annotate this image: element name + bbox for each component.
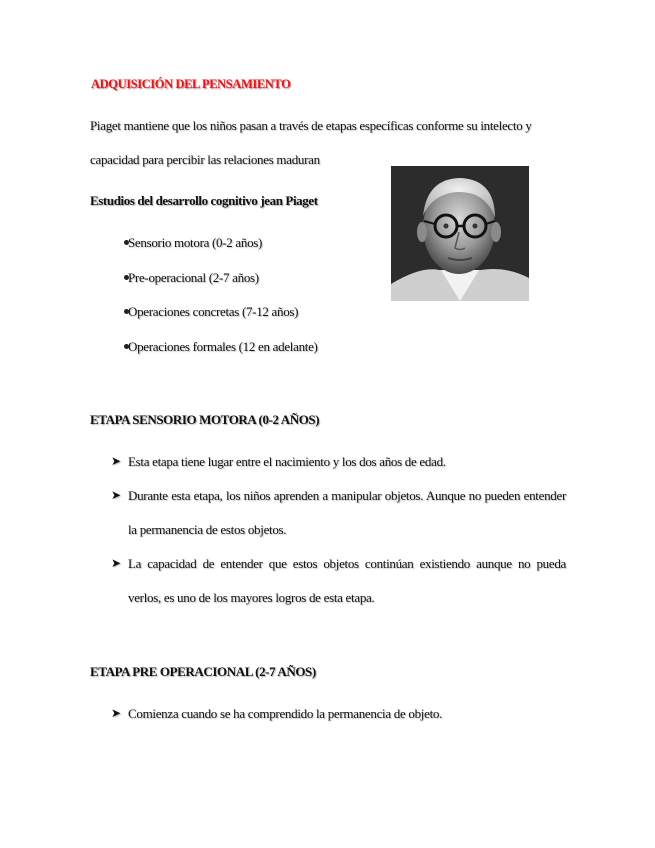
section1-item: Durante esta etapa, los niños aprenden a manipular objetos. Aunque no pueden entender la permanencia de estos objetos. (128, 488, 566, 537)
portrait-image (391, 166, 529, 301)
section2-heading: ETAPA PRE OPERACIONAL (2-7 AÑOS) (90, 664, 316, 679)
section1-heading: ETAPA SENSORIO MOTORA (0-2 AÑOS) (90, 412, 320, 427)
section2-item: Comienza cuando se ha comprendido la permanencia de objeto. (128, 706, 443, 721)
document-title: ADQUISICIÓN DEL PENSAMIENTO (91, 77, 291, 91)
section1-item: Esta etapa tiene lugar entre el nacimiento y los dos años de edad. (128, 454, 446, 469)
arrow-bullet-icon: ➤ (111, 488, 121, 502)
section1-item: La capacidad de entender que estos objetos continúan existiendo aunque no pueda verlos, es uno de los mayores logros de esta etapa. (128, 556, 566, 605)
stage-label: Pre-operacional (2-7 años) (128, 269, 259, 285)
arrow-bullet-icon: ➤ (111, 454, 121, 468)
portrait-photo (391, 166, 529, 301)
arrow-bullet-icon: ➤ (111, 556, 121, 570)
stage-label: Operaciones concretas (7-12 años) (128, 304, 299, 319)
studies-heading: Estudios del desarrollo cognitivo jean Piaget (90, 193, 318, 208)
stage-label: Sensorio motora (0-2 años) (128, 235, 263, 250)
intro-line-1: Piaget mantiene que los niños pasan a través de etapas específicas conforme su intelecto y (90, 118, 532, 133)
arrow-bullet-icon: ➤ (111, 706, 121, 720)
intro-line-2: capacidad para percibir las relaciones maduran (90, 152, 320, 167)
stage-label: Operaciones formales (12 en adelante) (128, 338, 318, 354)
